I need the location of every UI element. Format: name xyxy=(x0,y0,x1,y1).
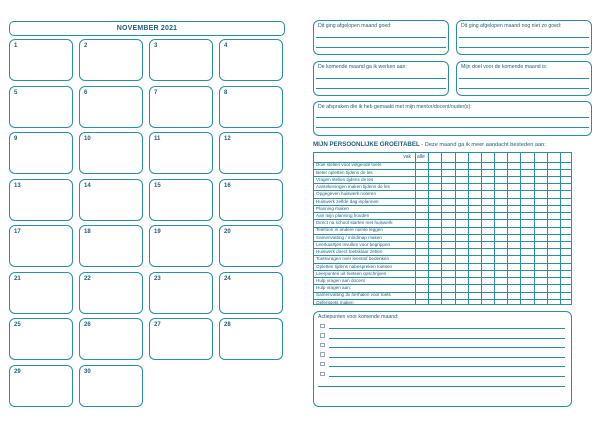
table-column-divider xyxy=(520,153,521,304)
calendar-day[interactable] xyxy=(79,132,143,174)
calendar-day[interactable] xyxy=(79,365,143,407)
growth-title-sub: - Deze maand ga ik meer aandacht besteden aan: xyxy=(419,142,546,148)
growth-table-row-label: Leerpunten uit toetsen opschrijven xyxy=(316,270,387,276)
calendar-day[interactable] xyxy=(79,86,143,128)
growth-table-row-label: Doel stellen voor volgende toets xyxy=(316,162,382,168)
calendar-day[interactable] xyxy=(219,225,283,267)
table-column-divider xyxy=(494,153,495,304)
work-on-label: De komende maand ga ik werken aan: xyxy=(318,64,407,70)
growth-table-row-label: Huiswerk zelfde dag inplannen xyxy=(316,198,379,204)
growth-table-row-label: Oefentoets maken xyxy=(316,299,354,305)
all-column-header: alle xyxy=(417,153,425,160)
action-checkbox[interactable] xyxy=(320,362,325,367)
action-points-label: Actiepunten voor komende maand: xyxy=(318,314,399,320)
day-number: 29 xyxy=(14,368,21,375)
table-column-divider xyxy=(481,153,482,304)
day-number: 28 xyxy=(224,322,231,328)
table-column-divider xyxy=(455,153,456,304)
calendar-day[interactable] xyxy=(9,39,73,81)
action-checkbox[interactable] xyxy=(320,372,325,377)
growth-title-main: MIJN PERSOONLIJKE GROEITABEL xyxy=(313,141,420,148)
growth-table xyxy=(313,152,572,305)
calendar-day[interactable] xyxy=(219,179,283,221)
action-line[interactable] xyxy=(329,328,565,329)
went-well-box[interactable] xyxy=(313,20,449,55)
action-line[interactable] xyxy=(329,357,565,358)
calendar-day[interactable] xyxy=(9,86,73,128)
goal-box[interactable] xyxy=(456,61,592,96)
action-line[interactable] xyxy=(318,386,565,387)
calendar-day[interactable] xyxy=(149,225,213,267)
growth-table-row-label: Opletten tijdens nabespreken toetsen xyxy=(316,263,393,269)
work-on-box[interactable] xyxy=(313,61,449,96)
day-number: 2 xyxy=(84,43,88,49)
calendar-day[interactable] xyxy=(9,179,73,221)
calendar-day[interactable] xyxy=(9,318,73,360)
growth-table-row-label: Opgegeven huiswerk noteren xyxy=(316,191,377,197)
table-column-divider xyxy=(507,153,508,304)
action-checkbox[interactable] xyxy=(320,343,325,348)
calendar-day[interactable] xyxy=(219,86,283,128)
calendar-day[interactable] xyxy=(219,39,283,81)
action-checkbox[interactable] xyxy=(320,352,325,357)
day-number: 3 xyxy=(154,43,158,49)
calendar-day[interactable] xyxy=(9,132,73,174)
day-number: 15 xyxy=(154,182,161,189)
calendar-day[interactable] xyxy=(149,132,213,174)
day-number: 17 xyxy=(14,229,21,235)
day-number: 5 xyxy=(14,89,18,96)
calendar-day[interactable] xyxy=(79,39,143,81)
day-number: 30 xyxy=(84,368,91,375)
action-checkbox[interactable] xyxy=(320,333,325,338)
calendar-day[interactable] xyxy=(9,272,73,314)
action-line[interactable] xyxy=(329,347,565,348)
calendar-day[interactable] xyxy=(9,225,73,267)
growth-table-row-label: Leerkaartjes invullen voor begrippen xyxy=(316,241,391,247)
growth-table-row-label: Telefoon in andere ruimte leggen xyxy=(316,227,383,233)
month-title: NOVEMBER 2021 xyxy=(9,21,285,36)
calendar-day[interactable] xyxy=(149,39,213,81)
day-number: 21 xyxy=(14,275,21,282)
day-number: 19 xyxy=(154,229,161,235)
calendar-day[interactable] xyxy=(79,272,143,314)
day-number: 16 xyxy=(224,182,231,189)
day-number: 12 xyxy=(224,136,231,142)
calendar-day[interactable] xyxy=(219,272,283,314)
table-column-divider xyxy=(560,153,561,304)
action-points-box xyxy=(313,311,572,407)
calendar-day[interactable] xyxy=(149,86,213,128)
growth-table-row-label: Toetsvragen over leerstof bedenken xyxy=(316,256,390,262)
day-number: 13 xyxy=(14,182,21,189)
growth-table-title xyxy=(313,141,546,148)
subject-column-header: vak xyxy=(403,153,411,160)
agreements-box[interactable] xyxy=(313,101,592,136)
table-row-divider xyxy=(314,284,571,285)
growth-table-row-label: Samenvatting 3x herhalen voor toets xyxy=(316,292,391,298)
day-number: 11 xyxy=(154,136,161,142)
calendar-day[interactable] xyxy=(219,318,283,360)
day-number: 18 xyxy=(84,229,91,235)
calendar-day[interactable] xyxy=(149,179,213,221)
action-line[interactable] xyxy=(329,338,565,339)
growth-table-row-label: Planning maken xyxy=(316,205,349,211)
day-number: 27 xyxy=(154,322,161,328)
day-number: 10 xyxy=(84,136,91,142)
action-line[interactable] xyxy=(329,376,565,377)
goal-label: Mijn doel voor de komende maand is: xyxy=(461,64,548,70)
agreements-label: De afspraken die ik heb gemaakt met mijn mentor/docent/ouder(s): xyxy=(318,104,472,110)
growth-table-row-label: Aantekeningen maken tijdens de les xyxy=(316,184,390,190)
day-number: 23 xyxy=(154,275,161,282)
growth-table-row-label: Hulp vragen aan: xyxy=(316,285,351,291)
table-column-divider xyxy=(441,153,442,304)
table-column-divider xyxy=(468,153,469,304)
calendar-day[interactable] xyxy=(9,365,73,407)
day-number: 20 xyxy=(224,229,231,235)
table-row-divider xyxy=(314,205,571,206)
not-well-label: Dit ging afgelopen maand nog niet zo goed: xyxy=(461,23,562,29)
went-well-label: Dit ging afgelopen maand goed: xyxy=(318,23,392,29)
table-column-divider xyxy=(534,153,535,304)
table-column-divider xyxy=(547,153,548,304)
growth-table-row-label: Aan mijn planning houden xyxy=(316,212,370,218)
calendar-day[interactable] xyxy=(79,179,143,221)
calendar-day[interactable] xyxy=(79,225,143,267)
day-number: 1 xyxy=(14,43,18,49)
day-number: 8 xyxy=(224,89,228,96)
day-number: 6 xyxy=(84,89,88,96)
not-well-box[interactable] xyxy=(456,20,592,55)
action-line[interactable] xyxy=(329,366,565,367)
day-number: 22 xyxy=(84,275,91,282)
growth-table-row-label: Huiswerk direct toetsklaar zetten xyxy=(316,249,383,255)
calendar-grid xyxy=(9,39,285,374)
calendar-day[interactable] xyxy=(149,318,213,360)
day-number: 7 xyxy=(154,89,158,96)
day-number: 26 xyxy=(84,322,91,328)
calendar-day[interactable] xyxy=(149,272,213,314)
day-number: 25 xyxy=(14,322,21,328)
action-checkbox[interactable] xyxy=(320,324,325,329)
calendar-day[interactable] xyxy=(219,132,283,174)
growth-table-row-label: Beter opletten tijdens de les xyxy=(316,169,373,175)
growth-table-row-label: Vragen stellen tijdens de les xyxy=(316,176,374,182)
growth-table-row-label: Direct na school starten met huiswerk xyxy=(316,220,393,226)
day-number: 9 xyxy=(14,136,18,142)
table-column-divider xyxy=(428,153,429,304)
growth-table-row-label: Hulp vragen aan docent xyxy=(316,278,365,283)
calendar-day[interactable] xyxy=(79,318,143,360)
table-column-divider xyxy=(415,153,416,304)
day-number: 14 xyxy=(84,182,91,189)
day-number: 24 xyxy=(224,275,231,282)
growth-table-row-label: Samenvatting / mindmap maken xyxy=(316,234,382,240)
day-number: 4 xyxy=(224,43,228,49)
